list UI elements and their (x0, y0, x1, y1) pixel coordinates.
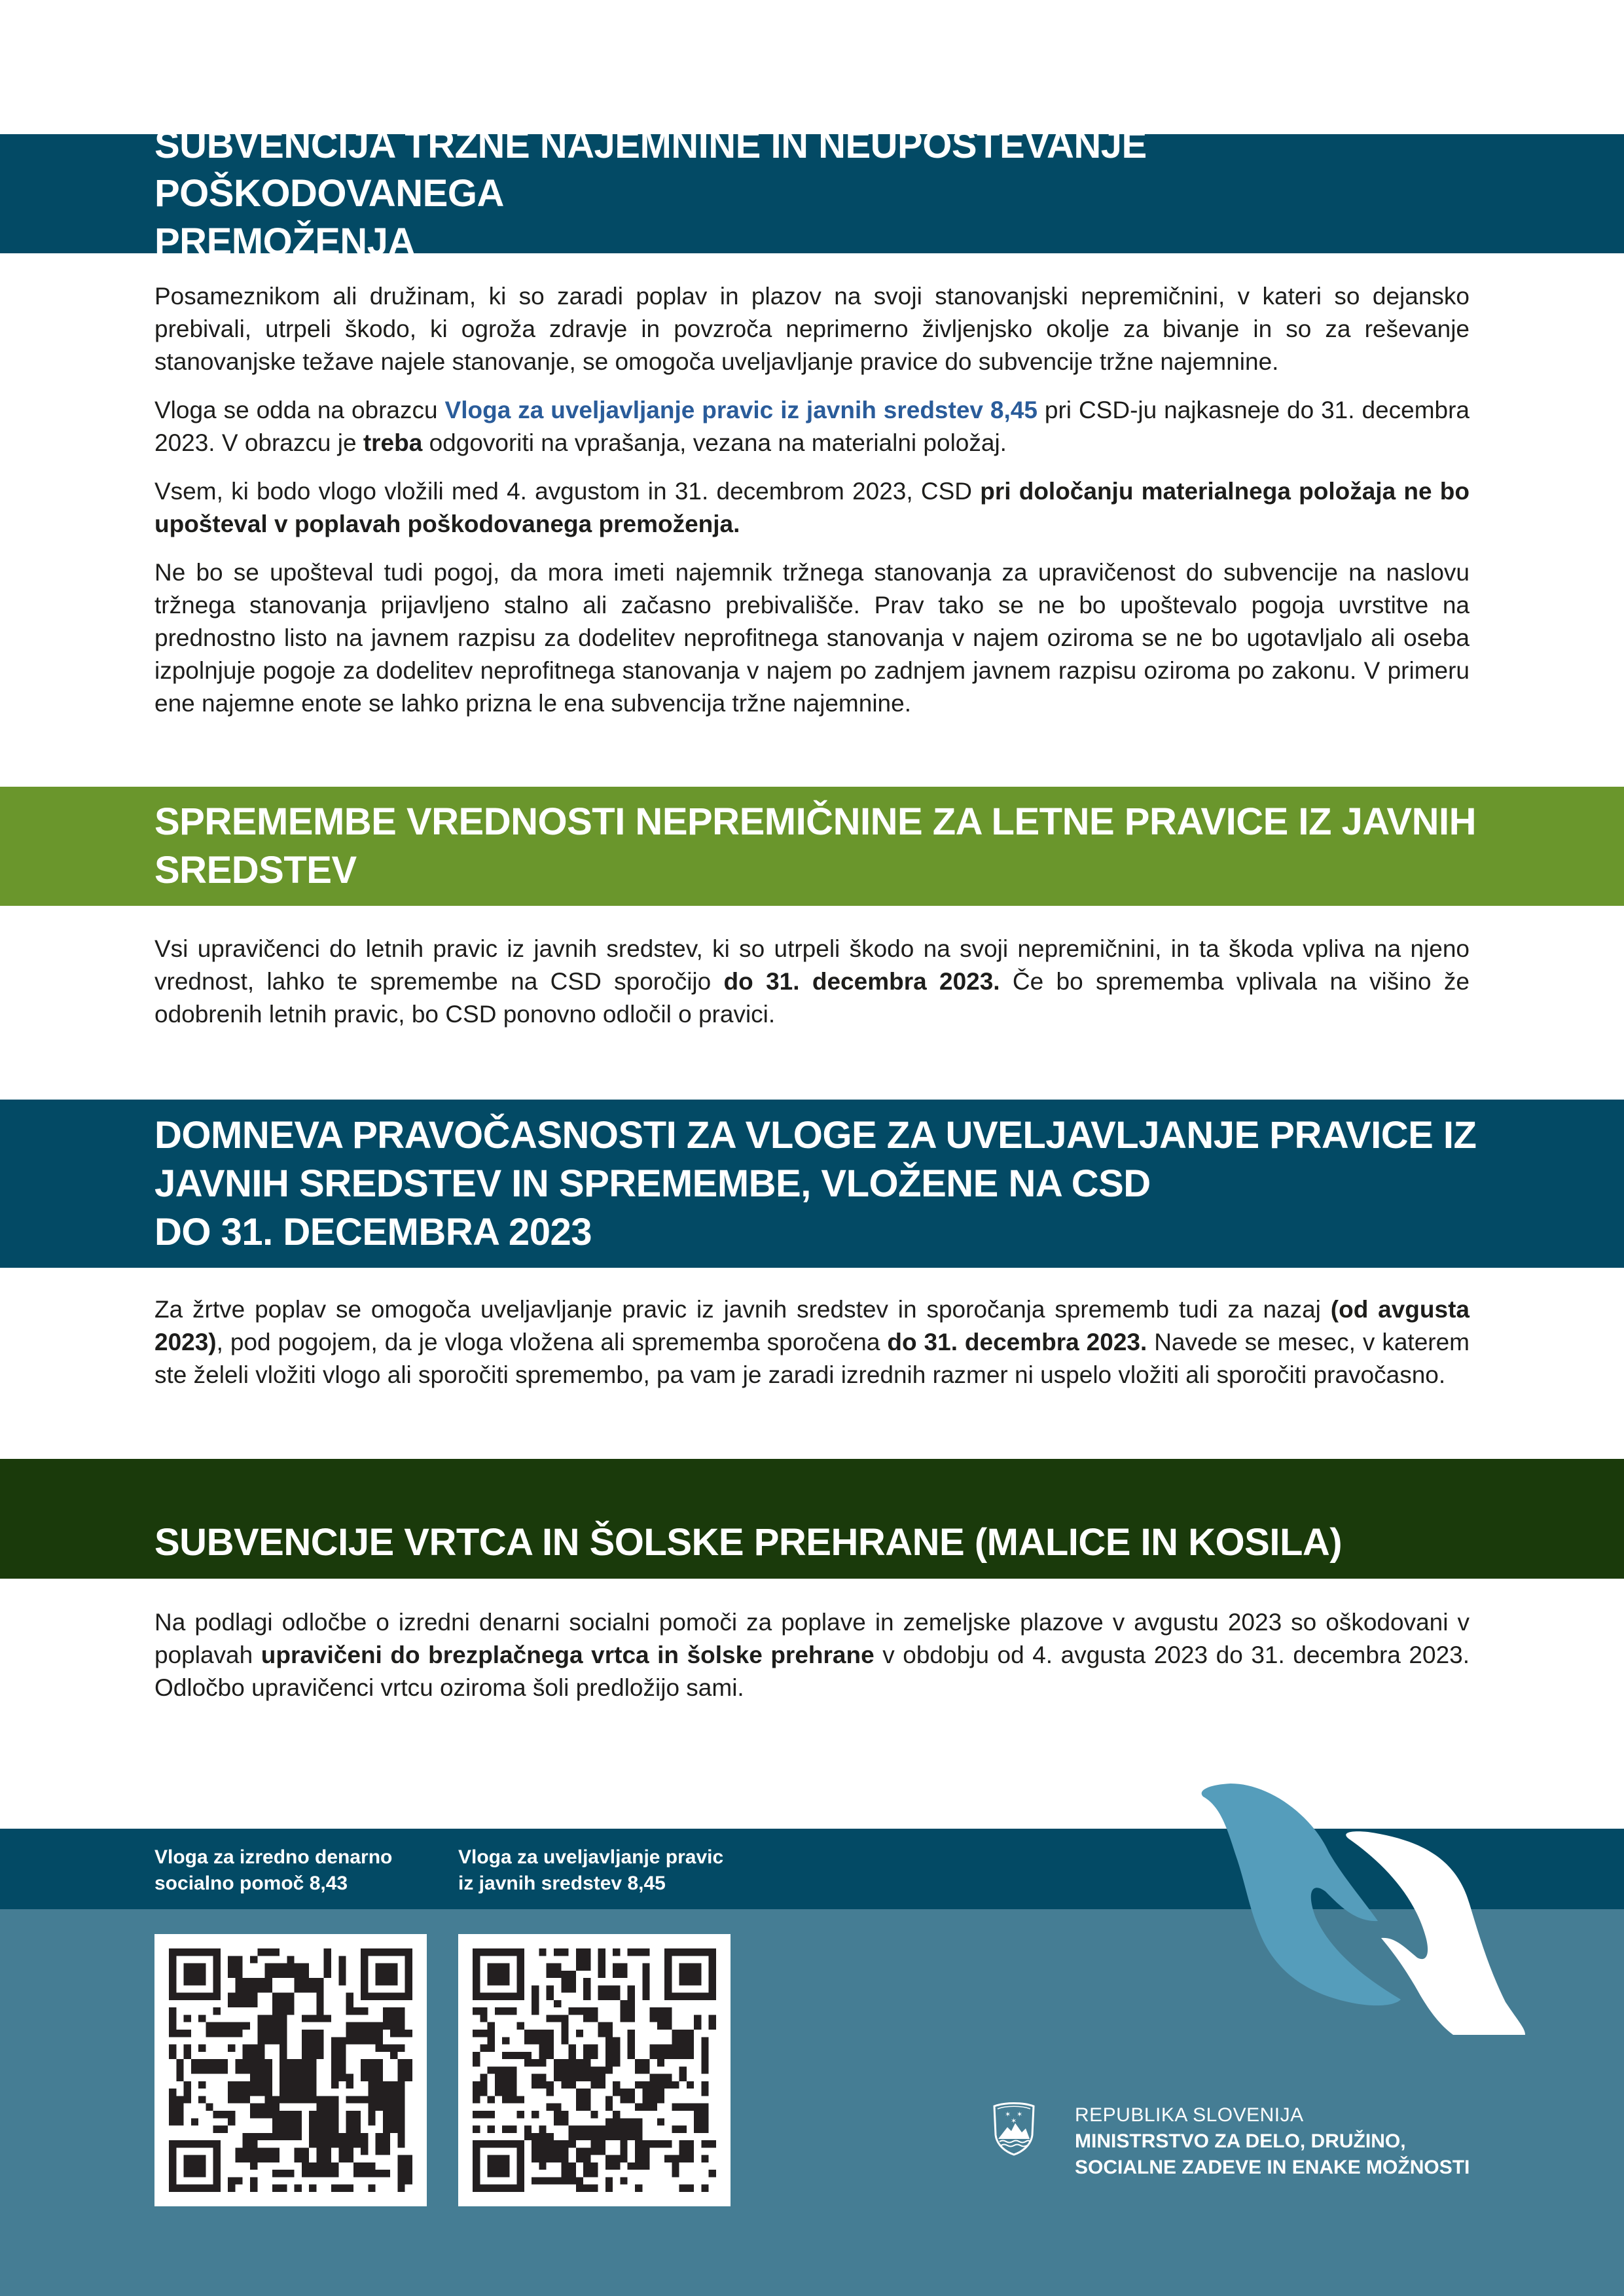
paragraph: Na podlagi odločbe o izredni denarni socialni pomoči za poplave in zemeljske plazove v avgustu 2023 so oškodovani v poplavah upravičeni do brezplačnega vrtca in šolske prehrane v obdobju od 4. avgusta 2023 do 31. decembra 2023. Odločbo upravičenci vrtcu oziroma šoli predložijo sami. (154, 1609, 1470, 1701)
paragraph: Za žrtve poplav se omogoča uveljavljanje pravic iz javnih sredstev in sporočanja sprememb tudi za nazaj (od avgusta 2023), pod pogojem, da je vloga vložena ali sprememba sporočena do 31. decembra 2023. Navede se mesec, v katerem ste želeli vložiti vlogo ali sporočiti spremembo, pa vam je zaradi izrednih razmer ni uspelo vložiti ali sporočiti pravočasno. (154, 1296, 1470, 1388)
section-body-kindergarten-meals (154, 1606, 1470, 1720)
paragraph: Vsi upravičenci do letnih pravic iz javnih sredstev, ki so utrpeli škodo na svoji nepremičnini, in ta škoda vpliva na njeno vrednost, lahko te spremembe na CSD sporočijo do 31. decembra 2023. Če bo sprememba vplivala na višino že odobrenih letnih pravic, bo CSD ponovno odločil o pravici. (154, 935, 1470, 1028)
republic-name: REPUBLIKA SLOVENIJA (1075, 2104, 1304, 2126)
section-header-kindergarten-meals (0, 1459, 1624, 1579)
section-body-property-value (154, 933, 1470, 1047)
ministry-name-line: MINISTRSTVO ZA DELO, DRUŽINO, (1075, 2130, 1406, 2152)
section-title-line: SUBVENCIJA TRŽNE NAJEMNINE IN NEUPOŠTEVANJE POŠKODOVANEGA (154, 124, 1147, 215)
section-title-line: DO 31. DECEMBRA 2023 (154, 1210, 592, 1253)
section-title-line: DOMNEVA PRAVOČASNOSTI ZA VLOGE ZA UVELJAVLJANJE PRAVICE IZ (154, 1113, 1477, 1157)
qr-label-8-43: Vloga za izredno denarno socialno pomoč 8,43 (154, 1846, 393, 1894)
svg-text:✶: ✶ (1011, 2117, 1017, 2125)
section-body-rent-subsidy (154, 280, 1470, 736)
section-title-line: JAVNIH SREDSTEV IN SPREMEMBE, VLOŽENE NA CSD (154, 1162, 1151, 1205)
svg-text:✶: ✶ (1017, 2110, 1023, 2119)
helping-hands-icon (1191, 1777, 1532, 2039)
section-body-timeliness (154, 1293, 1470, 1407)
form-link-8-45[interactable]: Vloga za uveljavljanje pravic iz javnih sredstev 8,45 (444, 397, 1038, 423)
section-header-timeliness (0, 1100, 1624, 1268)
paragraph: Vsem, ki bodo vlogo vložili med 4. avgustom in 31. decembrom 2023, CSD pri določanju materialnega položaja ne bo upošteval v poplavah poškodovanega premoženja. (154, 478, 1470, 537)
paragraph: Posameznikom ali družinam, ki so zaradi poplav in plazov na svoji stanovanjski nepremičnini, v kateri so dejansko prebivali, utrpeli škodo, ki ogroža zdravje in povzroča neprimerno življenjsko okolje za bivanje in so za reševanje stanovanjske težave najele stanovanje, se omogoča uveljavljanje pravice do subvencije tržne najemnine. (154, 283, 1470, 375)
paragraph: Vloga se odda na obrazcu Vloga za uveljavljanje pravic iz javnih sredstev 8,45 pri CSD-ju najkasneje do 31. decembra 2023. V obrazcu je treba odgovoriti na vprašanja, vezana na materialni položaj. (154, 397, 1470, 456)
qr-label-8-45: Vloga za uveljavljanje pravic iz javnih sredstev 8,45 (458, 1846, 724, 1894)
ministry-name-line: SOCIALNE ZADEVE IN ENAKE MOŽNOSTI (1075, 2157, 1470, 2178)
ministry-name (1075, 2102, 1470, 2181)
section-header-property-value (0, 787, 1624, 906)
section-title-line: SPREMEMBE VREDNOSTI NEPREMIČNINE ZA LETNE PRAVICE IZ JAVNIH (154, 800, 1476, 843)
section-title-line: SUBVENCIJE VRTCA IN ŠOLSKE PREHRANE (MALICE IN KOSILA) (154, 1521, 1343, 1564)
svg-text:✶: ✶ (1005, 2110, 1011, 2119)
paragraph: Ne bo se upošteval tudi pogoj, da mora imeti najemnik tržnega stanovanja za upravičenost do subvencije na naslovu tržnega stanovanja prijavljeno stalno ali začasno prebivališče. Prav tako se ne bo upoštevalo pogoja uvrstitve na prednostno listo na javnem razpisu za dodelitev neprofitnega stanovanja v najem oziroma se ne bo ugotavljalo ali oseba izpolnjuje pogoje za dodelitev neprofitnega stanovanja v najem po zadnjem javnem razpisu oziroma po zakonu. V primeru ene najemne enote se lahko prizna le ena subvencija tržne najemnine. (154, 559, 1470, 717)
qr-code-icon (169, 1948, 412, 2192)
section-title-line: SREDSTEV (154, 849, 357, 891)
section-header-rent-subsidy (0, 124, 1624, 263)
section-title-line: PREMOŽENJA (154, 221, 415, 263)
qr-code-8-45[interactable] (458, 1934, 731, 2206)
slovenia-coat-of-arms-icon (992, 2102, 1036, 2156)
qr-code-icon (473, 1948, 716, 2192)
qr-code-8-43[interactable] (154, 1934, 427, 2206)
